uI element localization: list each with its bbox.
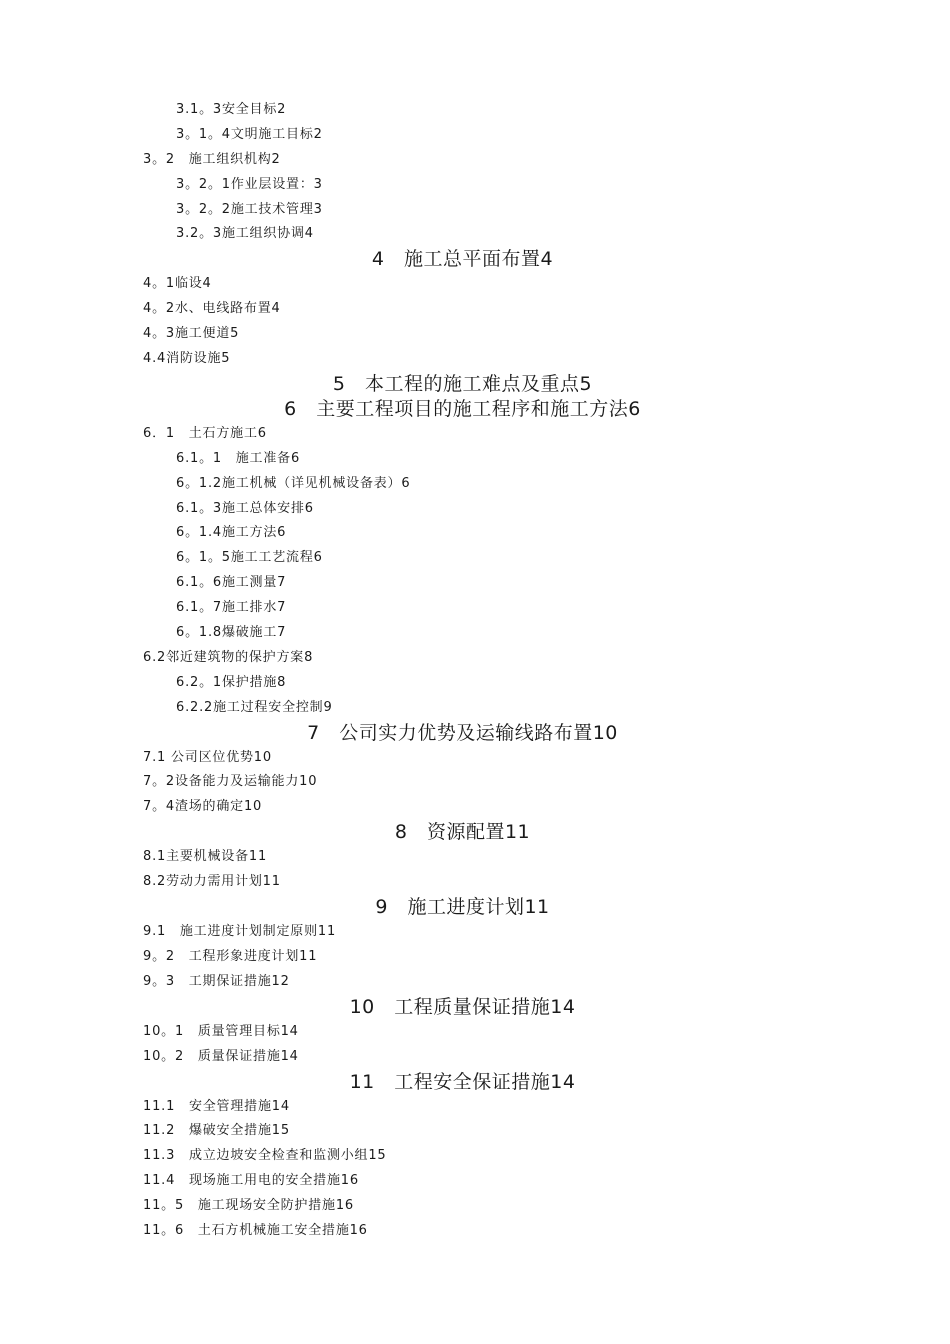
toc-section-entry: 11.2 爆破安全措施15: [143, 1123, 290, 1139]
toc-section-entry: 4.4消防设施5: [143, 351, 231, 367]
toc-subsection-entry: 3。2。2施工技术管理3: [176, 201, 323, 217]
toc-section-entry: 11.4 现场施工用电的安全措施16: [143, 1173, 359, 1189]
toc-section-entry: 9。3 工期保证措施12: [143, 973, 290, 989]
toc-subsection-entry: 6。1.2施工机械（详见机械设备表）6: [176, 475, 411, 491]
toc-section-entry: 7.1 公司区位优势10: [143, 749, 272, 765]
toc-subsection-entry: 3.2。3施工组织协调4: [176, 226, 314, 242]
toc-section-entry: 4。2水、电线路布置4: [143, 301, 281, 317]
toc-subsection-entry: 6。1.8爆破施工7: [176, 625, 287, 641]
toc-subsection-entry: 6.1。1 施工准备6: [176, 450, 301, 466]
toc-chapter-heading: 10 工程质量保证措施14: [349, 995, 576, 1018]
toc-chapter-heading: 11 工程安全保证措施14: [349, 1070, 576, 1093]
toc-section-entry: 4。1临设4: [143, 276, 212, 292]
toc-chapter-heading: 9 施工进度计划11: [375, 896, 550, 919]
toc-section-entry: 9。2 工程形象进度计划11: [143, 948, 318, 964]
toc-section-entry: 11.3 成立边坡安全检查和监测小组15: [143, 1148, 387, 1164]
toc-section-entry: 10。1 质量管理目标14: [143, 1023, 299, 1039]
toc-section-entry: 9.1 施工进度计划制定原则11: [143, 924, 337, 940]
toc-subsection-entry: 3.1。3安全目标2: [176, 102, 287, 117]
toc-section-entry: 8.2劳动力需用计划11: [143, 874, 281, 890]
toc-chapter-heading: 6 主要工程项目的施工程序和施工方法6: [284, 397, 641, 420]
toc-section-entry: 6．1 土石方施工6: [143, 425, 267, 441]
toc-section-entry: 7。2设备能力及运输能力10: [143, 774, 318, 790]
toc-subsection-entry: 3。1。4文明施工目标2: [176, 126, 323, 142]
toc-section-entry: 4。3施工便道5: [143, 326, 240, 342]
toc-section-entry: 10。2 质量保证措施14: [143, 1048, 299, 1064]
toc-subsection-entry: 6.2.2施工过程安全控制9: [176, 699, 333, 715]
toc-section-entry: 6.2邻近建筑物的保护方案8: [143, 649, 314, 665]
toc-chapter-heading: 7 公司实力优势及运输线路布置10: [307, 721, 618, 744]
toc-section-entry: 11。6 土石方机械施工安全措施16: [143, 1222, 368, 1238]
toc-section-entry: 11.1 安全管理措施14: [143, 1098, 290, 1114]
toc-section-entry: 11。5 施工现场安全防护措施16: [143, 1198, 354, 1214]
toc-subsection-entry: 6.1。7施工排水7: [176, 600, 287, 616]
toc-subsection-entry: 6.2。1保护措施8: [176, 674, 287, 690]
toc-subsection-entry: 6.1。6施工测量7: [176, 575, 287, 591]
toc-subsection-entry: 6。1.4施工方法6: [176, 525, 287, 541]
toc-section-entry: 7。4渣场的确定10: [143, 799, 263, 815]
toc-subsection-entry: 6。1。5施工工艺流程6: [176, 550, 323, 566]
toc-section-entry: 3。2 施工组织机构2: [143, 151, 281, 167]
toc-chapter-heading: 8 资源配置11: [394, 821, 531, 844]
toc-chapter-heading: 4 施工总平面布置4: [371, 248, 554, 271]
toc-section-entry: 8.1主要机械设备11: [143, 849, 268, 865]
toc-subsection-entry: 3。2。1作业层设置：3: [176, 176, 323, 192]
table-of-contents: [0, 98, 950, 1244]
toc-subsection-entry: 6.1。3施工总体安排6: [176, 500, 314, 516]
toc-chapter-heading: 5 本工程的施工难点及重点5: [332, 372, 593, 395]
